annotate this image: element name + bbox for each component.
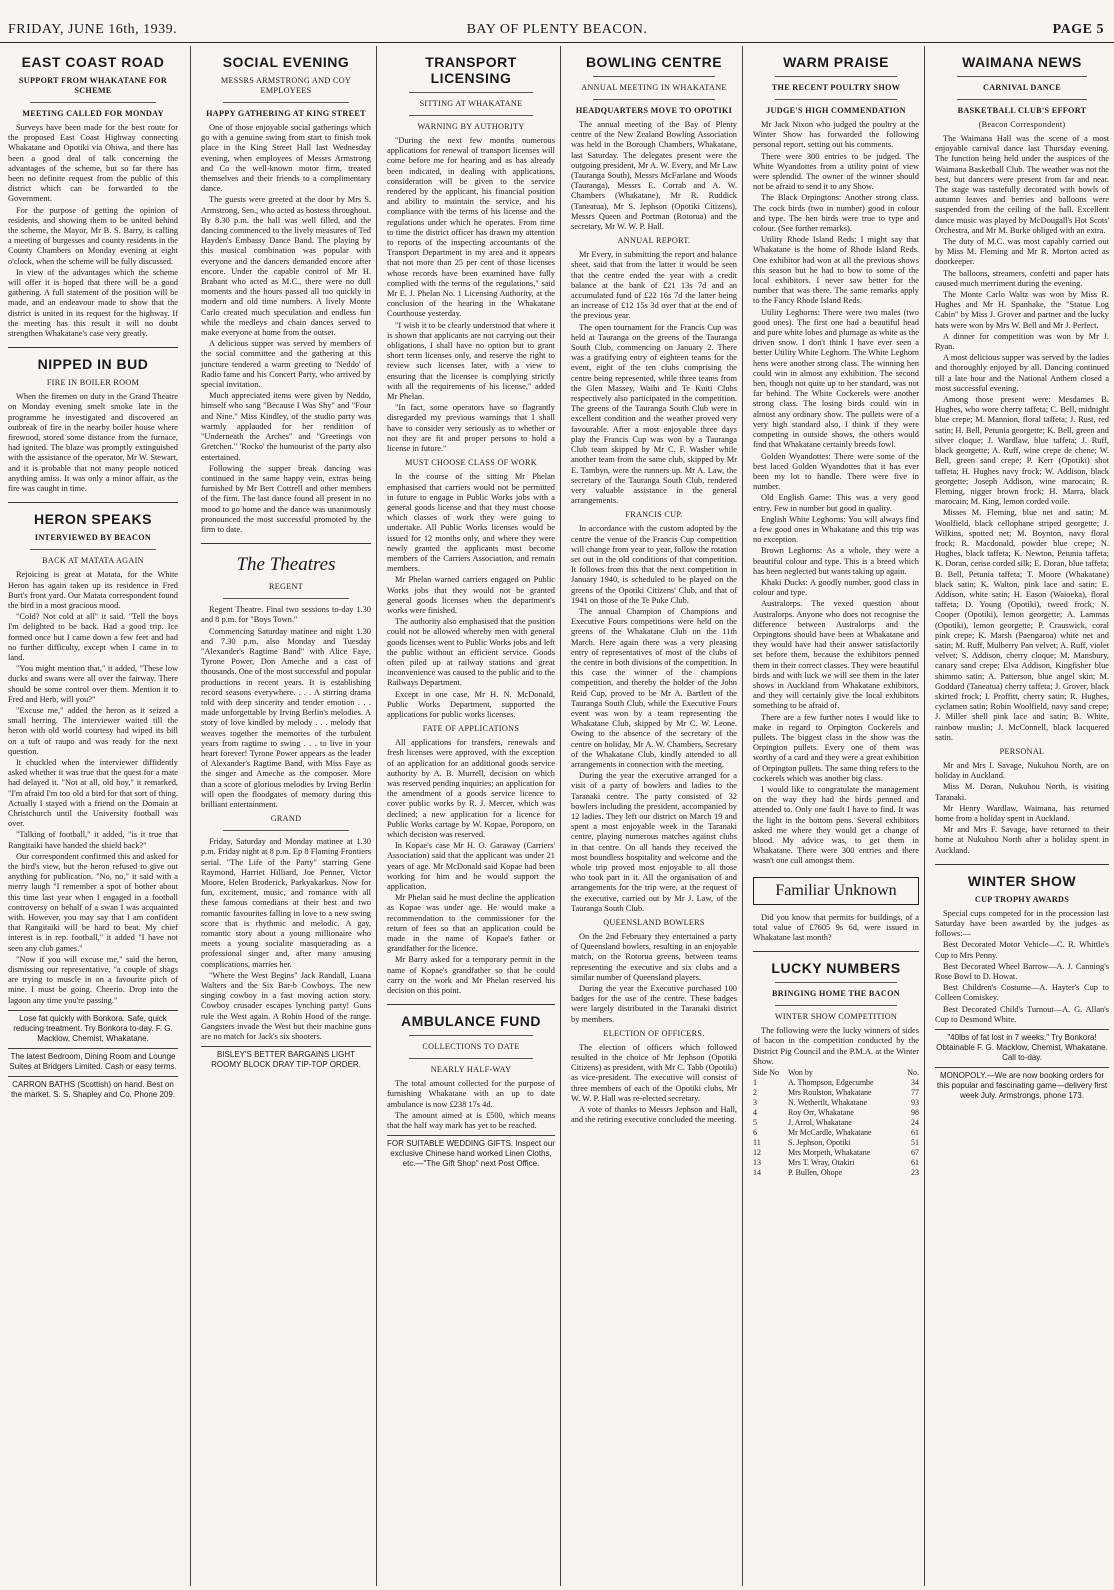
paragraph: A dinner for competition was won by Mr J. Ryan.: [935, 331, 1109, 352]
divider: [593, 76, 715, 77]
subheading: CARNIVAL DANCE: [983, 83, 1061, 92]
divider: [387, 1004, 555, 1005]
article-familiar-unknown: [753, 877, 919, 944]
table-cell: 77: [911, 1088, 919, 1098]
paragraph: A most delicious supper was served by the ladies and thoroughly enjoyed by all. Dancing continued till a late hour and the National Anthem closed a most successful evening.: [935, 353, 1109, 393]
paragraph: The amount aimed at is £500, which means that the half way mark has yet to be reached.: [387, 1110, 555, 1131]
table-cell: Mrs Morpeth, Whakatane: [787, 1148, 871, 1158]
paragraph: "Excuse me," added the heron as it seized a small herring. The interviewer waited till the heron with old world courtesy had wiped its bill on a tuft of raupo and was ready for the next question.: [8, 705, 178, 756]
divider: [8, 347, 178, 348]
headline: EAST COAST ROAD: [21, 54, 165, 70]
subheading: PERSONAL: [999, 746, 1045, 756]
paragraph: "In fact, some operators have so flagrantly disregarded my previous warnings that I shall have to consider very seriously as to whether or not they are fit and proper persons to hold a license in future.": [387, 403, 555, 454]
table-cell: 34: [911, 1078, 919, 1088]
subheading: MEETING CALLED FOR MONDAY: [22, 109, 164, 118]
subheading: WARNING BY AUTHORITY: [417, 122, 525, 131]
paragraph: Did you know that permits for buildings, of a total value of £7605 9s 6d, were issued in Whakatane last month?: [753, 912, 919, 943]
article-bowling-centre: [571, 54, 737, 1125]
paragraph: Utility Leghorns: There were two males (two good ones). The first one had a beautiful head and pure white lobes and plumage as white as the driven snow. I don't think I have ever seen a better Utility White Leghorn. The White Leghorn hens were another strong class. The winning hen could win in almost any exhibition. The second hen, though not quite up to her standard, was not far behind. The White Cockerels were another strong class. The losing birds could win in almost any ordinary show. The pullets were of a very high standard also, I think if they were competing in outside shows, the others would find that Whakatane certainly breeds fowl.: [753, 307, 919, 450]
paragraph: In Kopae's case Mr H. O. Garaway (Carriers' Association) said that the applicant was under 21 years of age. Mr McDonald said Kopae had been working for him and he would support the application.: [387, 841, 555, 892]
table-cell: 5: [753, 1118, 757, 1128]
headline: SOCIAL EVENING: [222, 54, 350, 70]
paragraph: The annual meeting of the Bay of Plenty centre of the New Zealand Bowling Association was held in the Borough Chambers, Whakatane, last Saturday. The delegates present were the outgoing president, Mr A. W. Every, and Mr Law (Tauranga South), Messrs McFarlane and Woods (Tauranga), Messrs E. Corrab and A. W. Chambers (Whakatane), Mr R. Ruddick (Taneatua), Mr S. Jephson (Opotiki Citizens), Messrs Queen and Portman (Rotorua) and the secretary, Mr W. W. P. Hall.: [571, 120, 737, 232]
article-the-theatres: [201, 554, 371, 1042]
subheading: QUEENSLAND BOWLERS: [603, 918, 705, 928]
masthead-date: FRIDAY, JUNE 16th, 1939.: [8, 22, 178, 37]
paragraph: The balloons, streamers, confetti and paper hats caused much merriment during the evening.: [935, 268, 1109, 288]
paragraph: Old English Game: This was a very good entry. Few in number but good in quality.: [753, 493, 919, 513]
divider: [775, 982, 897, 983]
table-cell: 6: [753, 1128, 757, 1138]
paragraph: Australorps. The vexed question about Australorps. Anyone who does not recognise the difference between Australorps and the Orpingtons should have been at Whakatane and they would have had their answer satisfactorily set before them, because the exhibitors penned them in their correct classes. They were beautiful birds and with luck we will see them in the later shows in Auckland from Whakatane exhibitors, and they will certainly give the local exhibitors something to be afraid of.: [753, 599, 919, 711]
table-cell: P. Bullen, Ohope: [787, 1168, 843, 1178]
paragraph: In accordance with the custom adopted by the centre the venue of the Francis Cup competition will change from year to year, follow the rotation set out in the old conditions of that competition. It follows from this that the next competition in January 1940, is scheduled to be played on the greens of the Opotiki Citizens' Club, and that of 1941 on those of the Te Puke Club.: [571, 524, 737, 605]
divider: [409, 115, 533, 116]
divider: [30, 549, 156, 550]
advertisement: Lose fat quickly with Bonkora. Safe, quick reducing treatment. Try Bonkora to-day. F. G. Macklow, Chemist, Whakatane.: [8, 1010, 178, 1044]
paragraph: English White Leghorns: You will always find a few good ones in Whakatane and this trip was no exception.: [753, 514, 919, 545]
headline: WINTER SHOW: [967, 872, 1077, 889]
table-cell: 11: [753, 1138, 761, 1148]
divider: [957, 99, 1087, 100]
paragraph: The Waimana Hall was the scene of a most enjoyable carnival dance last Thursday evening. The function being held under the auspices of the Waimana Basketball Club. The weather was not the best, but dancers were present from far and near. The stage was tastefully decorated with bowls of autumn leaves and berries and balloons were suspended from the ceiling of the hall. Excellent dance music was played by McDougall's Hot Scots' Orchestra, and Mr M. Burke obliged with an extra.: [935, 134, 1109, 235]
headline: BOWLING CENTRE: [585, 54, 723, 70]
paragraph: The annual Champion of Champions and Executive Fours competitions were held on the greens of the Whakatane Club on the 11th March. Here again there was a very pleasing entry of representatives of most of the clubs of the centre in both divisions of the competition. In this case the winner of the champions competition, and thereby the holder of the John Reid Cup, proved to be Mr A. Bartlett of the Tauranga South Club, while the Executive Fours event was won by a team representing the Whakatane Club, skipped by Mr C. W. Leone. Owing to the absence of the secretary of the centre on holiday, Mr A. W. Chambers, Secretary of the Whakatane Club, kindly attended to all arrangements in connection with the meeting.: [571, 606, 737, 769]
divider: [593, 99, 715, 100]
table-cell: 98: [911, 1108, 919, 1118]
paragraph: A delicious supper was served by members of the social committee and the gathering at this juncture tendered a warm greeting to 'Neddo' of Radio fame and his Concert Party, who arrived by special invitation.: [201, 339, 371, 390]
headline: Familiar Unknown: [753, 877, 919, 905]
paragraph: Special cups competed for in the procession last Saturday have been awarded by the judges as follows:—: [935, 908, 1109, 939]
column-1: [4, 46, 182, 1586]
table-row: [753, 1088, 919, 1098]
paragraph: Mr and Mrs I. Savage, Nukuhou North, are on holiday in Auckland.: [935, 760, 1109, 781]
headline: WARM PRAISE: [783, 54, 889, 70]
article-transport-licensing: [387, 54, 555, 996]
winners-table: [753, 1068, 919, 1178]
divider: [957, 76, 1087, 77]
table-cell: Roy Orr, Whakatane: [787, 1108, 854, 1118]
headline: HERON SPEAKS: [33, 511, 153, 528]
subheading: MESSRS ARMSTRONG AND COY EMPLOYEES: [220, 76, 352, 95]
divider: [409, 1058, 533, 1059]
subheading: HAPPY GATHERING AT KING STREET: [206, 109, 366, 118]
article-lucky-numbers: [753, 960, 919, 1178]
subheading: HEADQUARTERS MOVE TO OPOTIKI: [575, 106, 733, 115]
paragraph: "Talking of football," it added, "is it true that Rangitaiki have handed the shield back?": [8, 830, 178, 850]
masthead-page-number: PAGE 5: [1052, 22, 1104, 37]
paragraph: Rejoicing is great at Matata, for the White Heron has again taken up its residence in Fred Burt's front yard. Our Matata correspondent found the bird in a most gracious mood.: [8, 570, 178, 610]
subheading: SITTING AT WHAKATANE: [419, 99, 523, 108]
article-warm-praise: [753, 54, 919, 867]
subheading: CUP TROPHY AWARDS: [974, 894, 1070, 904]
paragraph: Mr Henry Wardlaw, Waimana, has returned home from a holiday spent in Auckland.: [935, 803, 1109, 823]
headline: AMBULANCE FUND: [401, 1013, 541, 1030]
paragraph: Best Children's Costume—A. Hayter's Cup to Colleen Comiskey.: [935, 983, 1109, 1003]
divider: [775, 1005, 897, 1006]
divider: [8, 502, 178, 503]
subheading: BACK AT MATATA AGAIN: [42, 556, 144, 566]
article-winter-show: [935, 873, 1109, 1025]
article-heron-speaks: [8, 511, 178, 1006]
paragraph: The Monte Carlo Waltz was won by Miss R. Hughes and Mr H. Spanhake, the "Statue Log Cabin" by Miss J. Grover and partner and the lucky hats were won by Mrs W. Bell and Mr J. Perfect.: [935, 290, 1109, 330]
subheading: JUDGE'S HIGH COMMENDATION: [766, 106, 906, 115]
paragraph: I would like to congratulate the management on the way they had the birds penned and attended to. Only one fault I have to find. It was the light in the bottom pens. Several exhibitors asked me where they would get a change of blood. My advice was, to get them in Whakatane. There were 300 entries and there wasn't one cull amongst them.: [753, 785, 919, 866]
paragraph: "I wish it to be clearly understood that where it is shown that applicants are not carrying out their obligations, I shall have no option but to grant short term licenses only, and reserve the right to review such licenses later, with a view to ensuring that the licensee is complying strictly with all the requirements of his license," added Mr Phelan.: [387, 320, 555, 402]
advertisement: CARRON BATHS (Scottish) on hand. Best on the market. S. S. Shapley and Co. Phone 209.: [8, 1076, 178, 1100]
table-cell: A. Thompson, Edgecumbe: [787, 1078, 874, 1088]
masthead: [0, 0, 1114, 43]
subheading: ANNUAL MEETING IN WHAKATANE: [581, 83, 727, 92]
paragraph: The guests were greeted at the door by Mrs S. Armstrong, Sen., who acted as hostess throughout. By 8.30 p.m. the hall was well filled, and the dancing commenced to the lively measures of Ted Hayden's Embassy Dance Band. The playing by this musical combination was popular with everyone and the dancers demanded encore after encore. Under the capable control of Mr H. Brabant who acted as M.C., there were no dull moments and the hours passed all too quickly in modern and old time numbers. A lively Monte Carlo created much speculation and endless fun while the medleys and chain dances served to make everyone at home from the outset.: [201, 195, 371, 338]
paragraph: The election of officers which followed resulted in the choice of Mr Jephson (Opotiki Citizens) as president, with Mr C. Tabb (Opotiki) as vice-president. The executive will consist of three members of each of the Opotiki clubs, Mr W. W. P. Hall was re-elected secretary.: [571, 1042, 737, 1103]
paragraph: "Cold? Not cold at all" it said. "Tell the boys I'm delighted to be back. Had a good trip. Ice formed once but I came down a few feet and had no further difficulty, except when I came in to land.: [8, 612, 178, 662]
paragraph: For the purpose of getting the opinion of residents, and showing them to be united behind the scheme, the Mayor, Mr B. S. Barry, is calling a meeting of burgesses and county residents in the County Chambers on Monday evening at eight o'clock, when the scheme will be fully discussed.: [8, 205, 178, 266]
table-header: Won by: [787, 1068, 813, 1078]
headline: NIPPED IN BUD: [37, 356, 149, 373]
paragraph: Except in one case, Mr H. N. McDonald, Public Works Department, supported the applications for public works licenses.: [387, 689, 555, 719]
masthead-paper-name: BAY OF PLENTY BEACON.: [466, 22, 648, 37]
table-row: [753, 1168, 919, 1178]
paragraph: During the year the executive arranged for a visit of a party of bowlers and ladies to the Taranaki centre. The party consisted of 32 bowlers including the president, accompanied by 12 ladies. They left our district on March 19 and spent a most enjoyable week in the Taranaki centre, playing numerous matches against clubs in that centre. On all hands they received the most boundless hospitality and welcome and the whole trip proved most enjoyable to all those who took part in it. All the organisation of and arrangements for the trip were, at the request of the executive, carried out by Mr J. Law, of the Tauranga South Club.: [571, 771, 737, 913]
divider: [30, 102, 156, 103]
subheading: COLLECTIONS TO DATE: [422, 1042, 520, 1052]
article-ambulance-fund: [387, 1013, 555, 1131]
table-row: [753, 1108, 919, 1118]
paragraph: The following were the lucky winners of sides of bacon in the competition conducted by the District Pig Council and the P.M.A. at the Winter Show.: [753, 1026, 919, 1066]
table-cell: 3: [753, 1098, 757, 1108]
subheading: FATE OF APPLICATIONS: [422, 724, 520, 734]
table-cell: 51: [911, 1138, 919, 1148]
table-row: [753, 1158, 919, 1168]
paragraph: The open tournament for the Francis Cup was held at Tauranga on the greens of the Tauranga South Club, commencing on January 2. There was a gratifying entry of eighteen teams for the event, eight of the ten clubs comprising the centre being represented, while three teams from the Glen Massey, Waihi and Te Kuiti Clubs respectively also participated in the competition. The greens of the Tauranga South Club were in excellent condition and the weather proved very favourable. After a most enjoyable three days play the Francis Cup was won by a Tauranga Club team skipped by Mr C. F. Washer while another team from the same club, skipped by Mr E. Tambyn, were the runners up. Mr A. Law, the secretary of the Tauranga South Club, rendered very valuable assistance in the general arrangements.: [571, 322, 737, 506]
table-cell: 14: [753, 1168, 761, 1178]
paragraph: All applications for transfers, renewals and fresh licenses were approved, with the exception of an application for an additional goods service authority by A. B. Murrell, decision on which was reserved pending inquiries; an application for the amendment of a goods service licence to cover public works by R. J. Mercer, which was declined; a new application for a licence for Public Works cartage by W. Kopae, Poroporo, on which decision was reserved.: [387, 738, 555, 839]
paragraph: Utility Rhode Island Reds: I might say that Whakatane is the home of Rhode Island Reds. One exhibitor had won at all the previous shows this season but he had to bow to some of the local exhibitors. I never saw better for the number that was there. The same remarks apply to the Fancy Rhode Island Reds.: [753, 235, 919, 306]
advertisement: The latest Bedroom, Dining Room and Lounge Suites at Bridgers Limited. Cash or easy terms.: [8, 1048, 178, 1072]
table-cell: 13: [753, 1158, 761, 1168]
divider: [409, 92, 533, 93]
subheading: THE RECENT POULTRY SHOW: [771, 83, 901, 92]
table-cell: 2: [753, 1088, 757, 1098]
table-cell: 12: [753, 1148, 761, 1158]
article-nipped-in-bud: [8, 356, 178, 494]
paragraph: A vote of thanks to Messrs Jephson and Hall, and the retiring executive concluded the meeting.: [571, 1105, 737, 1125]
paragraph: During the year the Executive purchased 100 badges for the use of the centre. These badges were largely distributed in the Taranaki district by members.: [571, 984, 737, 1024]
paragraph: The duty of M.C. was most capably carried out by Miss M. Fleming and Mr R. Morton acted as doorkeeper.: [935, 237, 1109, 267]
subheading: FRANCIS CUP.: [625, 510, 683, 520]
table-cell: 1: [753, 1078, 757, 1088]
table-row: [753, 1098, 919, 1108]
column-2: [190, 46, 375, 1586]
table-cell: Mr McCardle, Whakatane: [787, 1128, 872, 1138]
table-cell: S. Jephson, Opotiki: [787, 1138, 851, 1148]
table-row: [753, 1128, 919, 1138]
subheading: ANNUAL REPORT.: [617, 236, 691, 246]
paragraph: Mr Phelan warned carriers engaged on Public Works jobs that they would not be granted general goods licenses when the department's works were finished.: [387, 575, 555, 615]
column-3: [376, 46, 559, 1586]
subheading: INTERVIEWED BY BEACON: [34, 533, 152, 543]
table-header: Side No: [753, 1068, 779, 1078]
subheading: NEARLY HALF-WAY: [430, 1065, 512, 1075]
paragraph: Regent Theatre. Final two sessions to-day 1.30 and 8 p.m. for "Boys Town.": [201, 605, 371, 625]
divider: [223, 830, 349, 831]
table-cell: N. Wetherilt, Whakatane: [787, 1098, 867, 1108]
byline: (Beacon Correspondent): [978, 120, 1066, 129]
paragraph: Miss M. Doran, Nukuhou North, is visiting Taranaki.: [935, 782, 1109, 802]
paragraph: Khaki Ducks: A goodly number, good class in colour and type.: [753, 577, 919, 598]
subheading: WINTER SHOW COMPETITION: [774, 1012, 898, 1022]
paragraph: Surveys have been made for the best route for the proposed East Coast Highway connecting Whakatane and Opotiki via Ohiwa, and there has been a good deal of talk concerning the advantages of the scheme, but so far there has been no definite request from the public of this district which can be forwarded to the Government.: [8, 123, 178, 204]
subheading: FIRE IN BOILER ROOM: [46, 378, 140, 388]
paragraph: Brown Leghorns: As a whole, they were a beautiful colour and type. This is a breed which has been neglected but wants taking up again.: [753, 546, 919, 576]
paragraph: Mr Every, in submitting the report and balance sheet, said that from the latter it would be seen that the centre ended the year with a credit balance at the bank of £21 13s 7d and an accumulated fund of £22 16s 7d the latter being an increase of £12 15s 3d over that at the end of the previous year.: [571, 250, 737, 321]
divider: [753, 951, 919, 952]
paragraph: One of those enjoyable social gatherings which go with a genuine swing from start to finish took place in the King Street Hall last Wednesday evening, when employees of Messrs Armstrong and Co the well-known motor firm, treated themselves and their friends to a complimentary dance.: [201, 123, 371, 194]
paragraph: Best Decorated Motor Vehicle—C. R. Whittle's Cup to Mrs Penny.: [935, 940, 1109, 960]
subheading: BASKETBALL CLUB'S EFFORT: [957, 106, 1087, 115]
paragraph: Best Decorated Child's Turnout—A. G. Allan's Cup to Desmond White.: [935, 1004, 1109, 1024]
paragraph: Among those present were: Mesdames B. Hughes, who wore cherry taffeta; C. Bell, midnight blue crepe; M. Mannion, floral taffeta; J. Rust, red satin; H. Bell, Petunia georgette; K. Bell, green and silver cloque; J. Wardlaw, blue taffeta; J. Ruff, black georgette; A. Ruff, wine crepe de chene; W. Bell, green sand crepe; P. Kerr (Opotiki) shot taffeta; H. Hughes navy frock; W. Addison, black georgette; Joseph Addison, wine marocain; R. Fleming, nigger brown frock; H. Marra, black marocain; M. King, lemon corded voile.: [935, 395, 1109, 507]
paragraph: Best Decorated Wheel Barrow—A. J. Canning's Rose Bowl to D. Howat.: [935, 961, 1109, 982]
table-row: [753, 1138, 919, 1148]
paragraph: "Now if you will excuse me," said the heron, dismissing our representative, "a couple of shags are trying to muscle in on a favourite pitch of mine. I must be going. Cheerio. Drop into the lagoon any time you're passing.": [8, 954, 178, 1005]
divider: [223, 598, 349, 599]
divider: [223, 102, 349, 103]
paragraph: It chuckled when the interviewer diffidently asked whether it was true that the quest for a mate had delayed it. "Not at all, old boy," it remarked, "I'm afraid I'm too old a bird for that sort of thing. Actually I stayed with a friend on the Domain at Christchurch until the University football was over.: [8, 757, 178, 829]
table-row: [753, 1118, 919, 1128]
table-header-row: [753, 1068, 919, 1078]
advertisement: FOR SUITABLE WEDDING GIFTS. Inspect our exclusive Chinese hand worked Linen Cloths, etc.—"The Gift Shop" next Post Office.: [387, 1135, 555, 1169]
paragraph: Friday, Saturday and Monday matinee at 1.30 p.m. Friday night at 8 p.m. Ep 8 Flaming Frontiers serial. "The Life of the Party" starring Gene Raymond, Harriet Hilliard, Joe Penner, Victor Moore, Helen Broderick, Parkyakarkus. Now for fun, excitement, music, and romance with all these famous comedians at their best and two romantic favourites falling in love to a new swing score that is rhythmic and melodic. A gay, romantic story about a young millionaire who meets a young socialite masquerading as a professional singer and, after many amusing complications, marries her.: [201, 837, 371, 969]
paragraph: Our correspondent confirmed this and asked for the bird's view, but the heron refused to give out anything for publication. "No, no," it said with a merry laugh "I remember a spot of bother about this time last year when I engaged in a football controversy on behalf of a swan I was acquainted with. However, you may say that I am confident that Rangitaiki will be hard to beat. My chief interest is in rep. football," it added "I have not seen any club games.": [8, 851, 178, 953]
article-social-evening: [201, 54, 371, 535]
column-4: [560, 46, 741, 1586]
paragraph: Much appreciated items were given by Neddo, himself who sang "Because I Was Shy" and "Four and Nine." Miss Kindley, of the studio party was warmly applauded for her rendition of "Underneath the Arches" and "Greetings von Gretchen." 'Rocko' the humourist of the party also entertained.: [201, 391, 371, 462]
paragraph: Mr Barry asked for a temporary permit in the name of Kopae's grandfather so that he could carry on the work and Mr Phelan reserved his decision on this point.: [387, 955, 555, 996]
subheading: MUST CHOOSE CLASS OF WORK: [405, 458, 537, 468]
table-cell: 67: [911, 1148, 919, 1158]
subheading: SUPPORT FROM WHAKATANE FOR SCHEME: [18, 76, 168, 95]
paragraph: In view of the advantages which the scheme will offer it is hoped that there will be a good gathering. A full statement of the position will be made, and an endeavour made to show that the district is united in its request for the highway. If the meeting has this result it will no doubt strengthen Whakatane's case very greatly.: [8, 267, 178, 339]
paragraph: Commencing Saturday matinee and night 1.30 and 7.30 p.m. also Monday and Tuesday "Alexander's Ragtime Band" with Alice Faye, Tyrone Power, Don Ameche and a cast of thousands. One of the most successful and popular productions in recent years. It is establishing record seasons everywhere. . . . A stirring drama told with deep sincerity and tender emotion . . . made unforgettable by Irving Berlin's melodies. A story of love kindled by melody . . . melody that weaves together the memories of the turbulent years from ragtime to swing . . . to live in your heart forever! Tyrone Power appears as the leader of Alexander's Ragtime Band, with Miss Faye as the singer and Ameche as the composer. More than a score of glorious melodies by Irving Berlin will open the floodgates of memory during this brilliant entertainment.: [201, 626, 371, 809]
table-cell: 61: [911, 1128, 919, 1138]
divider: [775, 99, 897, 100]
subheading-grand: GRAND: [270, 814, 302, 824]
paragraph: The total amount collected for the purpose of furnishing Whakatane with an up to date ambulance is now £238 17s 4d.: [387, 1079, 555, 1109]
advertisement: BISLEY'S BETTER BARGAINS LIGHT ROOMY BLOCK DRAY TIP-TOP ORDER.: [201, 1046, 371, 1070]
paragraph: "Where the West Begins" Jack Randall, Luana Walters and the Six Bar-b Cowboys. The new singing cowboy in a fast moving action story. Cowboy crusader escapes lynching party! Guns rule the West again. A Robin Hood of the range. Gangsters invade the West but their machine guns are no match for Jack's six shooters.: [201, 970, 371, 1042]
divider: [409, 1035, 533, 1036]
table-cell: Mrs Roulston, Whakatane: [787, 1088, 872, 1098]
table-cell: 93: [911, 1098, 919, 1108]
subheading-regent: REGENT: [268, 582, 304, 592]
article-waimana-news: [935, 54, 1109, 856]
paragraph: When the firemen on duty in the Grand Theatre on Monday evening smelt smoke late in the programme he investigated and discovered an outbreak of fire in the nearby boiler house where firewood, stored some distance from the furnace, had ignited. The blaze was promptly extinguished with the assistance of the operator, Mr W. Stewart, and it is probable that not many people noticed anything amiss. It was only a minor affair, as the fire was caught in time.: [8, 392, 178, 494]
table-cell: 24: [911, 1118, 919, 1128]
table-header: No.: [907, 1068, 919, 1078]
table-cell: 4: [753, 1108, 757, 1118]
advertisement: MONOPOLY.—We are now booking orders for this popular and fascinating game—delivery first week July. Armstrongs, phone 173.: [935, 1067, 1109, 1101]
article-east-coast-road: [8, 54, 178, 339]
paragraph: Mr Phelan said he must decline the application as Kopae was under age. He would make a recommendation to the commissioner for the return of fees so that an application could be made in the name of Kopae's father or grandfather for the licence.: [387, 893, 555, 954]
divider: [201, 543, 371, 544]
paragraph: Following the supper break dancing was continued in the same happy vein, extras being furnished by Mr Bert Cottrell and other members of the firm. The last dance found all present in no mood to go home and the dance was unanimously pronounced the most successful promoted by the firm to date.: [201, 463, 371, 534]
headline: WAIMANA NEWS: [962, 54, 1082, 70]
headline: LUCKY NUMBERS: [771, 960, 901, 977]
headline: The Theatres: [236, 554, 336, 576]
subheading: BRINGING HOME THE BACON: [772, 989, 900, 999]
table-row: [753, 1078, 919, 1088]
headline: TRANSPORT LICENSING: [425, 54, 517, 86]
paragraph: "You might mention that," it added, "These low ducks and swans were all over the fairway. There should be some control over them. Mention it to Fred and Herb, will you?": [8, 664, 178, 704]
column-6: [924, 46, 1113, 1586]
paragraph: Mr and Mrs F. Savage, have returned to their home at Nukuhou North after a holiday spent in Auckland.: [935, 825, 1109, 855]
paragraph: There were 300 entries to be judged. The White Wyandottes from a utility point of view were splendid. The owner of the winner should not be afraid to send it to any Show.: [753, 151, 919, 192]
paragraph: On the 2nd February they entertained a party of Queensland bowlers, resulting in an enjoyable match, on the Rotorua greens, between teams representing the executive and six clubs and a similar number of Queensland players.: [571, 932, 737, 982]
table-row: [753, 1148, 919, 1158]
divider: [935, 864, 1109, 865]
paragraph: "During the next few months numerous applications for renewal of transport licenses will come before me for hearing and as has already been indicated, in dealing with applications, consideration will be given to the service rendered by the applicant, his financial position and ability to maintain the service, and his compliance with the terms of his license and the regulations under which he operates. From time to time the district officer has drawn my attention to reports of the inspecting accountants of the Transport Department in my area and it appears that not more than 25 per cent of those licenses whose records have been examined have fully complied with the terms of the regulations," said Mr E. J. Phelan No. 1 Licensing Authority, at the conclusion of the hearing in the Whakatane Courthouse yesterday.: [387, 136, 555, 319]
table-cell: 61: [911, 1158, 919, 1168]
paragraph: In the course of the sitting Mr Phelan emphasised that carriers would not be permitted in future to engage in Public Works jobs with a general goods license and that they must choose which classes of work they were going to undertake. All Public Works licenses would be issued for 12 months only, and where they were newly granted the applicants must become members of the Carriers Association, and remain members.: [387, 472, 555, 574]
table-cell: J. Arrol, Whakatane: [787, 1118, 852, 1128]
advertisement: "40lbs of fat lost in 7 weeks." Try Bonkora! Obtainable F. G. Macklow, Chemist, Whakatane. Call to-day.: [935, 1029, 1109, 1063]
paragraph: Misses M. Fleming, blue net and satin; M. Woolfield, black cellophane striped georgette; J. Wilkins, spotted net; M. Boynton, navy floral frock; R. Macdonald, powder blue crepe; N. Hughes, black taffeta; K. Newton, Petunia taffeta; K. Doran, cerise corded silk; E. Doran, blue taffeta; B. Bell, Petunia taffeta; T. Moore (Whakatane) black satin; K. Walton, pink lace and satin; E. Addison, white satin; H. Eason (Waioeka), floral taffeta; D. Young (Opotiki), tweed frock; N. Cooper (Opotiki), lemon georgette; A. Lammas (Opotiki), lemon georgette; P. Crauswick, coral pink crepe; K. Marsh (Paengaroa) white net and satin; M. Ruff, Mulberry Pan velvet; A. Ruff, violet velvet; S. Addison, cherry cloque; M. Mansbury, canary sand crepe; Elva Addison, Kingfisher blue shimmo satin; A. Patterson, blue angel skin; M. Goddard (Taneatua) cherry taffeta; J. Grover, black skirted frock; I. Proffitt, cherry satin; R. Hughes, cyclamen satin; Robin Woolfield, navy sand crepe; J. Miller shell pink lace and satin; B. White, rainbow muslin; J. McConnell, black lacquered satin.: [935, 508, 1109, 742]
table-cell: 23: [911, 1168, 919, 1178]
paragraph: The Black Orpingtons: Another strong class. The cock birds (two in number) good in colour and type. The hen birds were true to type and colour. (See further remarks).: [753, 193, 919, 234]
column-5: [742, 46, 923, 1586]
paragraph: The authority also emphasised that the position could not be allowed whereby men with general goods licenses went to Public Works jobs and left the public without an efficient service. Goods often piled up at railway stations and great inconvenience was caused to the public and to the Railways Department.: [387, 617, 555, 688]
paragraph: Mr Jack Nixon who judged the poultry at the Winter Show has forwarded the following personal report, setting out his comments.: [753, 120, 919, 150]
table-cell: Mrs T. Wray, Otakiri: [787, 1158, 855, 1168]
paragraph: There are a few further notes I would like to make in regard to Orpington Cockerels and pullets. The biggest class in the show was the Orpington pullets. Every one of them was worthy of a card and they were a great exhibition of Orpington pullets. The same thing refers to the cockerels which was another big class.: [753, 712, 919, 783]
subheading: ELECTION OF OFFICERS.: [603, 1028, 705, 1038]
divider: [775, 76, 897, 77]
paragraph: Golden Wyandottes: There were some of the best laced Golden Wyandottes that it has ever been my lot to handle. There were five in number.: [753, 451, 919, 492]
